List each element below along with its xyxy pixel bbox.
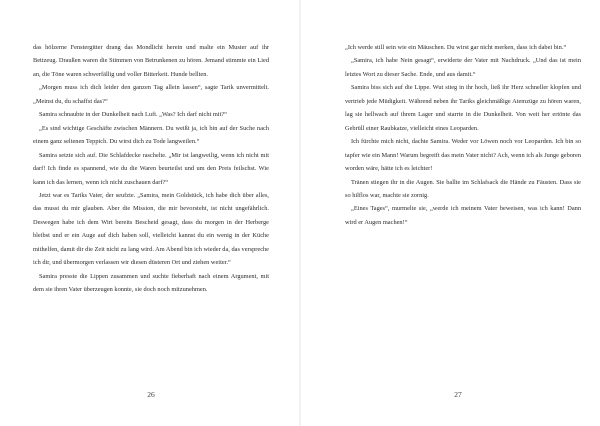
paragraph: Jetzt war es Tariks Vater, der seufzte. „Samira, mein Goldstück, ich habe dich über alles, das musst du mir glauben. Aber die Mission, die mir bevorsteht, ist nicht ungefährlich. Deswegen habe ich dem Wirt bereits Bescheid gesagt, dass du morgen in der Herberge bleibst und er ein Auge auf dich haben soll, vielleicht kannst du ein wenig in der Küche mithelfen, damit dir die Zeit nicht zu lang wird. Am Abend bin ich wieder da, das verspreche ich dir, und übermorgen verlassen wir diesen düsteren Ort und ziehen weiter.“ <box>33 191 269 267</box>
paragraph: „Eines Tages“, murmelte sie, „werde ich meinem Vater beweisen, was ich kann! Dann wird er Augen machen!“ <box>345 205 581 226</box>
book-gutter <box>299 0 301 426</box>
right-page-text <box>345 41 581 381</box>
paragraph: „Es sind wichtige Geschäfte zwischen Männern. Du weißt ja, ich bin auf der Suche nach einem ganz seltenen Teppich. Du wirst dich zu Tode langweilen.“ <box>33 124 269 146</box>
paragraph: Samira schnaubte in der Dunkelheit nach Luft. „Was? Ich darf nicht mit?“ <box>39 111 227 119</box>
paragraph: „Ich werde still sein wie ein Mäuschen. Du wirst gar nicht merken, dass ich dabei bin.“ <box>345 44 567 51</box>
page-number-left: 26 <box>147 390 155 399</box>
page-number-right: 27 <box>454 390 462 399</box>
paragraph: „Samira, ich habe Nein gesagt“, erwiderte der Vater mit Nachdruck. „Und das ist mein letztes Wort zu dieser Sache. Ende, und aus damit.“ <box>345 57 581 78</box>
paragraph: „Morgen muss ich dich leider den ganzen Tag allein lassen“, sagte Tarik unvermittelt. „Meinst du, du schaffst das?“ <box>33 84 269 105</box>
paragraph: Tränen stiegen ihr in die Augen. Sie ballte im Schlafsack die Hände zu Fäusten. Dass sie so hilflos war, machte sie zornig. <box>345 178 581 199</box>
paragraph: Samira biss sich auf die Lippe. Wut stieg in ihr hoch, ließ ihr Herz schneller klopfen und vertrieb jede Müdigkeit. Während neben ihr Tariks gleichmäßige Atemzüge zu hören waren, lag sie hellwach auf ihrem Lager und starrte in die Dunkelheit. Von weit her ertönte das Gebrüll einer Raubkatze, vielleicht eines Leoparden. <box>345 84 581 132</box>
left-page-text <box>33 41 269 381</box>
paragraph: Ich fürchte mich nicht, dachte Samira. Weder vor Löwen noch vor Leoparden. Ich bin so tapfer wie ein Mann! Warum begreift das mein Vater nicht? Ach, wenn ich als Junge geboren worden wäre, hätte ich es leichter! <box>345 138 582 173</box>
paragraph: Samira setzte sich auf. Die Schlafdecke raschelte. „Mir ist langweilig, wenn ich nicht mit darf! Ich finde es spannend, wie du die Waren beurteilst und um den Preis feilschst. Wie kann ich das lernen, wenn ich nicht zuschauen darf?“ <box>33 151 269 186</box>
paragraph: Samira presste die Lippen zusammen und suchte fieberhaft nach einem Argument, mit dem sie ihren Vater überzeugen konnte, sie doch noch mitzunehmen. <box>33 272 269 294</box>
paragraph: das hölzerne Fenstergitter drang das Mondlicht herein und malte ein Muster auf ihr Bettzeug. Draußen waren die Stimmen von Betrunkenen zu hören. Jemand stimmte ein Lied an, die Töne waren schwerfällig und voller Bitterkeit. Hunde bellten. <box>33 44 269 78</box>
